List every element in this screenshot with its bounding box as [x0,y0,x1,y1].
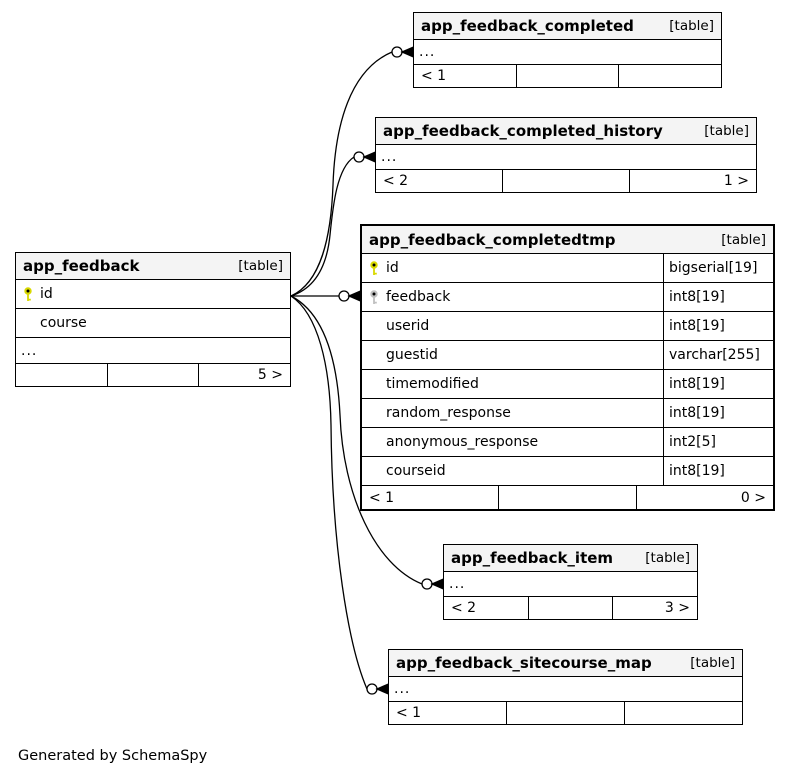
stats-middle-cell [502,170,629,192]
relationship-to-app_feedback_sitecourse_map [291,296,367,689]
table-app_feedback_item[interactable] [443,544,698,620]
column-name: random_response [386,405,511,421]
column-row-id [16,280,290,309]
table-kind-badge: [table] [645,550,690,566]
children-count [624,702,742,724]
collapsed-columns-ellipsis: ... [444,572,697,597]
parents-count: < 1 [369,489,395,506]
column-row-guestid [362,341,773,370]
table-app_feedback[interactable] [15,252,291,387]
table-app_feedback_completed_history[interactable] [375,117,757,193]
column-row-anonymous_response [362,428,773,457]
column-type: int8[19] [663,457,773,485]
column-name: id [40,286,53,302]
table-kind-badge: [table] [238,258,283,274]
children-count: 3 > [612,597,697,619]
arrowhead [364,152,375,162]
key-icon-spacer [362,341,386,369]
table-name[interactable]: app_feedback_sitecourse_map [396,654,652,672]
parents-count: < 1 [421,68,447,84]
table-kind-badge: [table] [704,123,749,139]
table-header [389,650,742,677]
parents-count [16,364,107,386]
collapsed-columns-ellipsis: ... [414,40,721,65]
column-row-course [16,309,290,338]
relationship-to-app_feedback_completed_history [291,157,354,296]
key-icon-spacer [362,370,386,398]
relationship-stats-row [444,597,697,619]
arrowhead [432,579,443,589]
relationship-stats-row [414,65,721,87]
table-app_feedback_completed[interactable] [413,12,722,88]
collapsed-columns-ellipsis: ... [16,338,290,364]
column-type: int8[19] [663,283,773,311]
arrowhead [349,291,360,301]
stats-middle-cell [498,486,635,509]
table-app_feedback_sitecourse_map[interactable] [388,649,743,725]
column-name: id [386,260,399,276]
table-header [414,13,721,40]
stats-middle-cell [107,364,199,386]
table-app_feedback_completedtmp[interactable] [360,224,775,511]
table-header [376,118,756,145]
stats-middle-cell [528,597,613,619]
parents-count: < 2 [383,173,409,189]
relationship-stats-row [16,364,290,386]
column-row-feedback [362,283,773,312]
collapsed-columns-ellipsis: ... [389,677,742,702]
table-kind-badge: [table] [669,18,714,34]
primary-key-icon [16,280,40,308]
table-name[interactable]: app_feedback_completed_history [383,122,663,140]
table-name[interactable]: app_feedback_completedtmp [369,230,616,249]
key-icon-spacer [16,309,40,337]
column-row-id [362,254,773,283]
column-type: bigserial[19] [663,254,773,282]
arrowhead [377,684,388,694]
column-name: courseid [386,463,446,479]
column-row-courseid [362,457,773,486]
parents-count: < 2 [451,600,477,616]
table-header [444,545,697,572]
column-type: int8[19] [663,399,773,427]
stats-middle-cell [506,702,624,724]
generator-credit: Generated by SchemaSpy [18,748,208,764]
column-type: int8[19] [663,370,773,398]
relationship-stats-row [376,170,756,192]
relationship-stats-row [389,702,742,724]
column-name: anonymous_response [386,434,539,450]
column-row-userid [362,312,773,341]
table-name[interactable]: app_feedback [23,257,140,275]
children-count: 1 > [629,170,756,192]
table-header [16,253,290,280]
children-count: 5 > [198,364,290,386]
relationship-stats-row [362,486,773,509]
table-kind-badge: [table] [721,231,766,248]
table-name[interactable]: app_feedback_completed [421,17,634,35]
table-header [362,226,773,254]
column-row-random_response [362,399,773,428]
primary-key-icon [362,254,386,282]
key-icon-spacer [362,312,386,340]
foreign-key-icon [362,283,386,311]
arrowhead [402,47,413,57]
collapsed-columns-ellipsis: ... [376,145,756,170]
children-count: 0 > [636,486,773,509]
column-type: int2[5] [663,428,773,456]
column-name: userid [386,318,430,334]
stats-middle-cell [516,65,619,87]
key-icon-spacer [362,399,386,427]
column-type: int8[19] [663,312,773,340]
column-row-timemodified [362,370,773,399]
column-name: timemodified [386,376,479,392]
column-name: feedback [386,289,451,305]
parents-count: < 1 [396,705,422,721]
column-type: varchar[255] [663,341,773,369]
table-name[interactable]: app_feedback_item [451,549,614,567]
key-icon-spacer [362,457,386,485]
key-icon-spacer [362,428,386,456]
column-name: guestid [386,347,438,363]
table-kind-badge: [table] [690,655,735,671]
children-count [618,65,721,87]
column-name: course [40,315,87,331]
